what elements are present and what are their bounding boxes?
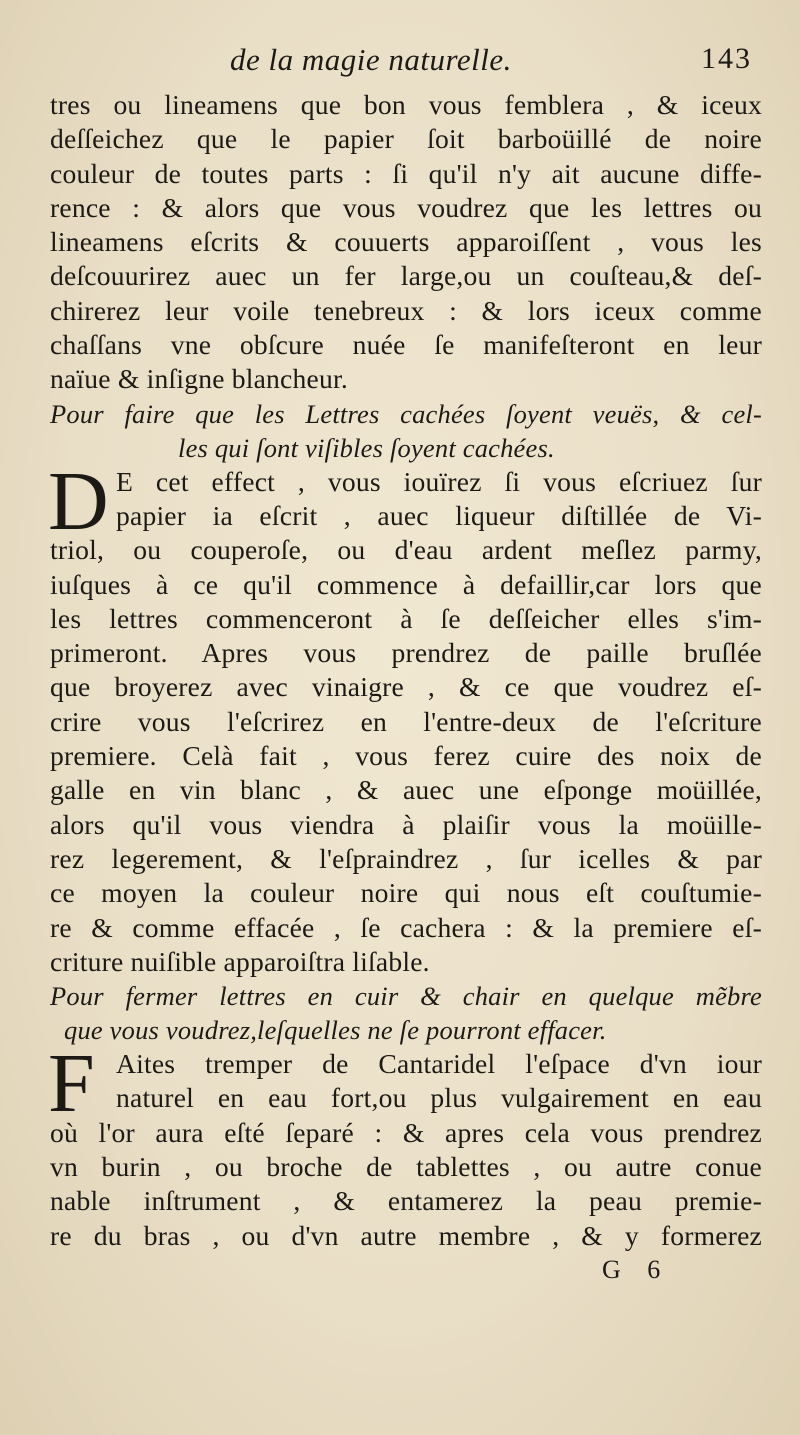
text-line: Aites tremper de Cantaridel l'eſpace d'vn iour	[116, 1048, 762, 1080]
text-line: vn burin , ou broche de tablettes , ou autre conue	[50, 1151, 762, 1183]
text-line: premiere. Celà fait , vous ferez cuire des noix de	[50, 740, 762, 772]
page-footer	[50, 1253, 762, 1289]
drop-cap: D	[48, 454, 109, 548]
heading-line: les qui ſont viſibles ſoyent cachées.	[178, 432, 555, 463]
text-line: lineamens eſcrits & couuerts apparoiſſent , vous les	[50, 226, 762, 258]
text-line: rez legerement, & l'eſpraindrez , ſur icelles & par	[50, 842, 762, 874]
text-line: que broyerez avec vinaigre , & ce que voudrez eſ-	[50, 671, 762, 703]
paragraph	[48, 454, 762, 979]
text-line: tres ou lineamens que bon vous femblera , & iceux	[50, 89, 762, 120]
text-line: re du bras , ou d'vn autre membre , & y formerez	[50, 1219, 762, 1251]
text-line: criture nuiſible apparoiſtra liſable.	[50, 945, 430, 977]
text-line: papier ia eſcrit , auec liqueur diſtillée de Vi-	[116, 499, 762, 531]
text-line: deſſeichez que le papier ſoit barboüillé de noire	[50, 123, 762, 155]
text-line: alors qu'il vous viendra à plaiſir vous la moüille-	[50, 808, 762, 840]
text-line: naïue & inſigne blancheur.	[50, 363, 348, 395]
text-line: galle en vin blanc , & auec une eſponge moüillée,	[50, 774, 762, 806]
text-line: re & comme effacée , ſe cachera : & la premiere eſ-	[50, 911, 762, 943]
text-line: triol, ou couperoſe, ou d'eau ardent meſlez parmy,	[50, 534, 762, 566]
section-heading	[50, 979, 762, 1047]
text-line: ce moyen la couleur noire qui nous eſt couſtumie-	[50, 877, 762, 909]
running-head: de la magie naturelle.	[230, 42, 512, 77]
paragraph	[48, 1037, 762, 1253]
text-line: couleur de toutes parts : ſi qu'il n'y ait aucune diffe-	[50, 157, 762, 189]
text-line: iuſques à ce qu'il commence à defaillir,car lors que	[50, 568, 762, 600]
body-text	[50, 88, 762, 1289]
text-line: rence : & alors que vous voudrez que les lettres ou	[50, 191, 762, 223]
text-line: les lettres commenceront à ſe deſſeicher elles s'im-	[50, 602, 762, 634]
text-line: E cet effect , vous iouïrez ſi vous eſcriuez ſur	[116, 465, 762, 497]
page-header	[50, 38, 762, 88]
text-line: chirerez leur voile tenebreux : & lors iceux comme	[50, 294, 762, 326]
text-line: où l'or aura eſté ſeparé : & apres cela vous prendrez	[50, 1116, 762, 1148]
text-line: crire vous l'eſcrirez en l'entre-deux de l'eſcriture	[50, 705, 762, 737]
section-heading	[50, 397, 762, 465]
heading-line: Pour faire que les Lettres cachées ſoyent veuës, & cel-	[50, 398, 762, 429]
page-number: 143	[701, 42, 752, 75]
text-line: primeront. Apres vous prendrez de paille bruſlée	[50, 637, 762, 669]
text-line: nable inſtrument , & entamerez la peau premie-	[50, 1185, 762, 1217]
heading-line: que vous voudrez,leſquelles ne ſe pourront effacer.	[64, 1015, 607, 1046]
text-line: deſcouurirez auec un fer large,ou un couſteau,& deſ-	[50, 260, 762, 292]
text-line: naturel en eau fort,ou plus vulgairement en eau	[116, 1082, 762, 1114]
signature-mark: G 6	[602, 1254, 671, 1284]
drop-cap: F	[48, 1037, 95, 1131]
paragraph-continued	[50, 88, 762, 397]
heading-line: Pour fermer lettres en cuir & chair en quelque mẽbre	[50, 981, 762, 1012]
text-line: chaſſans vne obſcure nuée ſe manifeſteront en leur	[50, 329, 762, 361]
